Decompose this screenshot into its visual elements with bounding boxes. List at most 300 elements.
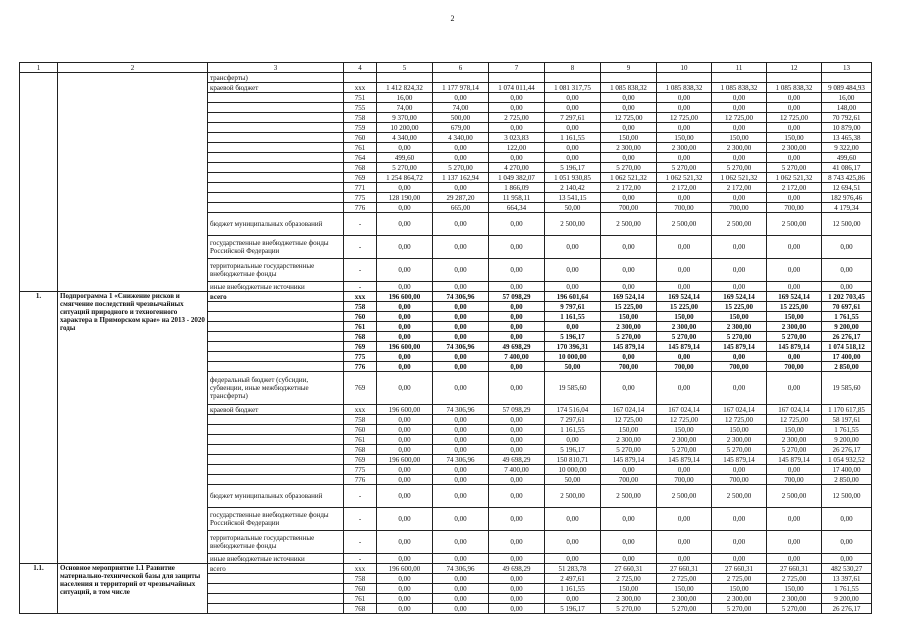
- amount-cell: 2 500,00: [767, 485, 822, 508]
- amount-cell: 0,00: [377, 415, 433, 425]
- amount-cell: 57 098,29: [489, 405, 545, 415]
- col-header: 7: [489, 63, 545, 73]
- amount-cell: 50,00: [545, 362, 601, 372]
- amount-cell: 700,00: [601, 475, 657, 485]
- amount-cell: [712, 73, 767, 83]
- amount-cell: 0,00: [601, 193, 657, 203]
- amount-cell: 0,00: [657, 123, 712, 133]
- budget-code: -: [344, 508, 377, 531]
- amount-cell: 5 270,00: [433, 163, 489, 173]
- table-body: [20, 73, 872, 614]
- funding-source: трансферты): [208, 73, 344, 83]
- amount-cell: 150,00: [767, 133, 822, 143]
- table-row: [20, 292, 872, 302]
- amount-cell: 499,60: [822, 153, 872, 163]
- funding-source: [208, 163, 344, 173]
- budget-code: 761: [344, 435, 377, 445]
- amount-cell: 70 697,61: [822, 302, 872, 312]
- amount-cell: 0,00: [712, 508, 767, 531]
- amount-cell: 0,00: [822, 236, 872, 259]
- amount-cell: 0,00: [489, 445, 545, 455]
- amount-cell: 0,00: [377, 435, 433, 445]
- amount-cell: 2 172,00: [657, 183, 712, 193]
- budget-code: 768: [344, 604, 377, 614]
- amount-cell: 1 049 382,07: [489, 173, 545, 183]
- amount-cell: 0,00: [545, 143, 601, 153]
- amount-cell: 0,00: [601, 531, 657, 554]
- amount-cell: 0,00: [377, 508, 433, 531]
- amount-cell: 0,00: [712, 193, 767, 203]
- budget-code: 768: [344, 163, 377, 173]
- funding-source: бюджет муниципальных образований: [208, 213, 344, 236]
- amount-cell: 1 062 521,32: [657, 173, 712, 183]
- amount-cell: 0,00: [712, 352, 767, 362]
- budget-code: 761: [344, 322, 377, 332]
- amount-cell: 0,00: [433, 415, 489, 425]
- amount-cell: 5 270,00: [657, 445, 712, 455]
- amount-cell: 15 225,00: [712, 302, 767, 312]
- amount-cell: [433, 73, 489, 83]
- amount-cell: 1 085 838,32: [657, 83, 712, 93]
- budget-code: 776: [344, 203, 377, 213]
- amount-cell: 26 276,17: [822, 332, 872, 342]
- amount-cell: 1 062 521,32: [601, 173, 657, 183]
- amount-cell: 0,00: [433, 282, 489, 292]
- amount-cell: 5 270,00: [712, 445, 767, 455]
- amount-cell: 0,00: [377, 574, 433, 584]
- amount-cell: 2 500,00: [601, 213, 657, 236]
- amount-cell: 150,00: [657, 133, 712, 143]
- amount-cell: 74,00: [433, 103, 489, 113]
- amount-cell: 0,00: [822, 282, 872, 292]
- budget-code: 764: [344, 153, 377, 163]
- funding-source: [208, 113, 344, 123]
- amount-cell: 0,00: [377, 352, 433, 362]
- amount-cell: 0,00: [712, 103, 767, 113]
- funding-source: всего: [208, 564, 344, 574]
- amount-cell: 2 300,00: [712, 435, 767, 445]
- amount-cell: 0,00: [433, 372, 489, 405]
- amount-cell: 0,00: [377, 531, 433, 554]
- amount-cell: 0,00: [489, 322, 545, 332]
- amount-cell: 122,00: [489, 143, 545, 153]
- amount-cell: 2 300,00: [767, 435, 822, 445]
- amount-cell: 700,00: [712, 362, 767, 372]
- funding-source: федеральный бюджет (субсидии, субвенции, иные межбюджетные трансферты): [208, 372, 344, 405]
- amount-cell: 0,00: [377, 485, 433, 508]
- amount-cell: 0,00: [377, 425, 433, 435]
- amount-cell: 0,00: [822, 259, 872, 282]
- amount-cell: 0,00: [712, 153, 767, 163]
- funding-source: [208, 173, 344, 183]
- amount-cell: 0,00: [433, 425, 489, 435]
- amount-cell: 196 600,00: [377, 405, 433, 415]
- amount-cell: 0,00: [377, 282, 433, 292]
- amount-cell: 0,00: [545, 594, 601, 604]
- amount-cell: 0,00: [657, 508, 712, 531]
- funding-source: территориальные государственные внебюджетные фонды: [208, 259, 344, 282]
- amount-cell: 50,00: [545, 475, 601, 485]
- amount-cell: 10 000,00: [545, 465, 601, 475]
- amount-cell: 700,00: [657, 362, 712, 372]
- amount-cell: 0,00: [377, 203, 433, 213]
- budget-code: 758: [344, 574, 377, 584]
- amount-cell: 50,00: [545, 203, 601, 213]
- budget-code: 759: [344, 123, 377, 133]
- amount-cell: 0,00: [822, 508, 872, 531]
- funding-source: [208, 435, 344, 445]
- budget-code: 769: [344, 372, 377, 405]
- amount-cell: 0,00: [489, 123, 545, 133]
- amount-cell: 2 300,00: [712, 594, 767, 604]
- amount-cell: 0,00: [545, 554, 601, 564]
- amount-cell: 700,00: [767, 203, 822, 213]
- amount-cell: 5 196,17: [545, 445, 601, 455]
- funding-source: бюджет муниципальных образований: [208, 485, 344, 508]
- amount-cell: 0,00: [433, 435, 489, 445]
- amount-cell: 0,00: [433, 465, 489, 475]
- amount-cell: 2 300,00: [712, 143, 767, 153]
- amount-cell: 1 054 932,52: [822, 455, 872, 465]
- amount-cell: 74 306,96: [433, 292, 489, 302]
- amount-cell: 15 225,00: [657, 302, 712, 312]
- amount-cell: 1 062 521,32: [767, 173, 822, 183]
- funding-source: [208, 362, 344, 372]
- amount-cell: 0,00: [712, 236, 767, 259]
- amount-cell: 700,00: [712, 475, 767, 485]
- amount-cell: 3 023,83: [489, 133, 545, 143]
- amount-cell: 0,00: [433, 302, 489, 312]
- amount-cell: 2 725,00: [657, 574, 712, 584]
- amount-cell: 74 306,96: [433, 405, 489, 415]
- funding-source: [208, 203, 344, 213]
- amount-cell: 150 810,71: [545, 455, 601, 465]
- amount-cell: 150,00: [601, 584, 657, 594]
- amount-cell: 15 225,00: [601, 302, 657, 312]
- amount-cell: 0,00: [657, 259, 712, 282]
- col-header: 3: [208, 63, 344, 73]
- amount-cell: 0,00: [489, 103, 545, 113]
- amount-cell: 2 300,00: [601, 594, 657, 604]
- amount-cell: 12 694,51: [822, 183, 872, 193]
- amount-cell: 4 340,00: [433, 133, 489, 143]
- amount-cell: 145 879,14: [601, 342, 657, 352]
- amount-cell: 1 254 864,72: [377, 173, 433, 183]
- amount-cell: 70 792,61: [822, 113, 872, 123]
- amount-cell: 1 074 518,12: [822, 342, 872, 352]
- funding-source: [208, 332, 344, 342]
- amount-cell: 150,00: [767, 425, 822, 435]
- amount-cell: 0,00: [601, 554, 657, 564]
- amount-cell: 0,00: [489, 332, 545, 342]
- amount-cell: 150,00: [712, 425, 767, 435]
- amount-cell: 679,00: [433, 123, 489, 133]
- amount-cell: 27 660,31: [712, 564, 767, 574]
- amount-cell: 1 051 930,85: [545, 173, 601, 183]
- funding-source: [208, 342, 344, 352]
- amount-cell: 0,00: [712, 123, 767, 133]
- amount-cell: 2 850,00: [822, 362, 872, 372]
- amount-cell: 0,00: [657, 236, 712, 259]
- amount-cell: 2 725,00: [767, 574, 822, 584]
- amount-cell: 0,00: [489, 259, 545, 282]
- amount-cell: 0,00: [489, 153, 545, 163]
- amount-cell: 170 396,31: [545, 342, 601, 352]
- amount-cell: 9 370,00: [377, 113, 433, 123]
- header-row: [20, 63, 872, 73]
- budget-code: 755: [344, 103, 377, 113]
- amount-cell: 0,00: [433, 143, 489, 153]
- amount-cell: 0,00: [767, 508, 822, 531]
- amount-cell: 16,00: [377, 93, 433, 103]
- amount-cell: 1 412 824,32: [377, 83, 433, 93]
- item-number: 1.1.: [20, 564, 58, 614]
- budget-code: [344, 73, 377, 83]
- amount-cell: 7 297,61: [545, 113, 601, 123]
- amount-cell: 49 698,29: [489, 342, 545, 352]
- amount-cell: 0,00: [489, 574, 545, 584]
- funding-source: государственные внебюджетные фонды Российской Федерации: [208, 236, 344, 259]
- amount-cell: 0,00: [545, 236, 601, 259]
- amount-cell: 0,00: [489, 362, 545, 372]
- amount-cell: 0,00: [377, 259, 433, 282]
- amount-cell: 145 879,14: [767, 342, 822, 352]
- amount-cell: 26 276,17: [822, 445, 872, 455]
- amount-cell: 1 085 838,32: [712, 83, 767, 93]
- col-header: 9: [601, 63, 657, 73]
- amount-cell: 1 161,55: [545, 133, 601, 143]
- amount-cell: 499,60: [377, 153, 433, 163]
- amount-cell: 1 761,55: [822, 312, 872, 322]
- amount-cell: [657, 73, 712, 83]
- amount-cell: 26 276,17: [822, 604, 872, 614]
- funding-source: [208, 322, 344, 332]
- amount-cell: 0,00: [767, 465, 822, 475]
- item-name: Подпрограмма 1 «Снижение рисков и смягчение последствий чрезвычайных ситуаций природного и техногенного характера в Приморском крае» на 2013 - 2020 годы: [58, 292, 208, 564]
- amount-cell: 0,00: [712, 372, 767, 405]
- amount-cell: 150,00: [657, 584, 712, 594]
- amount-cell: 0,00: [767, 352, 822, 362]
- amount-cell: 196 600,00: [377, 292, 433, 302]
- table-row: [20, 73, 872, 83]
- funding-source: [208, 352, 344, 362]
- amount-cell: 700,00: [712, 203, 767, 213]
- amount-cell: 2 300,00: [601, 322, 657, 332]
- budget-code: -: [344, 554, 377, 564]
- amount-cell: 0,00: [377, 143, 433, 153]
- amount-cell: 0,00: [489, 282, 545, 292]
- budget-code: -: [344, 531, 377, 554]
- amount-cell: 150,00: [767, 312, 822, 322]
- amount-cell: 0,00: [433, 604, 489, 614]
- table-row: [20, 564, 872, 574]
- budget-code: ххх: [344, 405, 377, 415]
- amount-cell: 5 196,17: [545, 332, 601, 342]
- amount-cell: 2 140,42: [545, 183, 601, 193]
- budget-code: -: [344, 213, 377, 236]
- amount-cell: 0,00: [657, 93, 712, 103]
- funding-source: [208, 193, 344, 203]
- amount-cell: 5 270,00: [377, 163, 433, 173]
- amount-cell: 0,00: [377, 332, 433, 342]
- amount-cell: 169 524,14: [601, 292, 657, 302]
- amount-cell: 196 601,64: [545, 292, 601, 302]
- amount-cell: 1 170 617,85: [822, 405, 872, 415]
- amount-cell: 5 196,17: [545, 163, 601, 173]
- amount-cell: 12 725,00: [601, 415, 657, 425]
- amount-cell: 0,00: [545, 322, 601, 332]
- amount-cell: 0,00: [489, 531, 545, 554]
- amount-cell: 0,00: [489, 312, 545, 322]
- amount-cell: 29 287,20: [433, 193, 489, 203]
- amount-cell: 0,00: [767, 193, 822, 203]
- amount-cell: 4 179,34: [822, 203, 872, 213]
- amount-cell: 2 300,00: [767, 594, 822, 604]
- budget-code: 758: [344, 415, 377, 425]
- amount-cell: 9 089 484,93: [822, 83, 872, 93]
- amount-cell: 0,00: [601, 153, 657, 163]
- amount-cell: 0,00: [601, 236, 657, 259]
- funding-source: [208, 465, 344, 475]
- amount-cell: 167 024,14: [657, 405, 712, 415]
- amount-cell: 0,00: [601, 93, 657, 103]
- amount-cell: 5 270,00: [601, 445, 657, 455]
- amount-cell: 7 400,00: [489, 352, 545, 362]
- amount-cell: 0,00: [767, 372, 822, 405]
- col-header: 13: [822, 63, 872, 73]
- amount-cell: 0,00: [377, 362, 433, 372]
- amount-cell: 0,00: [601, 352, 657, 362]
- budget-code: 775: [344, 193, 377, 203]
- amount-cell: 49 698,29: [489, 564, 545, 574]
- amount-cell: 0,00: [433, 362, 489, 372]
- amount-cell: 12 725,00: [712, 113, 767, 123]
- budget-code: 776: [344, 475, 377, 485]
- amount-cell: 10 200,00: [377, 123, 433, 133]
- amount-cell: 0,00: [712, 465, 767, 475]
- col-header: 6: [433, 63, 489, 73]
- amount-cell: [489, 73, 545, 83]
- amount-cell: 9 797,61: [545, 302, 601, 312]
- col-header: 8: [545, 63, 601, 73]
- col-header: 5: [377, 63, 433, 73]
- amount-cell: 2 725,00: [489, 113, 545, 123]
- amount-cell: 0,00: [767, 554, 822, 564]
- amount-cell: 5 270,00: [657, 163, 712, 173]
- amount-cell: 27 660,31: [657, 564, 712, 574]
- budget-code: 761: [344, 594, 377, 604]
- amount-cell: 13 397,61: [822, 574, 872, 584]
- amount-cell: 0,00: [489, 213, 545, 236]
- amount-cell: 5 270,00: [601, 604, 657, 614]
- funding-source: [208, 475, 344, 485]
- col-header: 1: [20, 63, 58, 73]
- amount-cell: 0,00: [712, 259, 767, 282]
- amount-cell: 5 270,00: [657, 332, 712, 342]
- amount-cell: 150,00: [712, 133, 767, 143]
- funding-source: всего: [208, 292, 344, 302]
- amount-cell: 2 500,00: [657, 213, 712, 236]
- amount-cell: 2 500,00: [545, 213, 601, 236]
- amount-cell: 0,00: [433, 183, 489, 193]
- amount-cell: 1 202 703,45: [822, 292, 872, 302]
- amount-cell: 2 300,00: [767, 322, 822, 332]
- amount-cell: 0,00: [433, 475, 489, 485]
- budget-code: 768: [344, 445, 377, 455]
- amount-cell: 0,00: [767, 282, 822, 292]
- col-header: 2: [58, 63, 208, 73]
- amount-cell: 12 725,00: [767, 113, 822, 123]
- amount-cell: 1 866,09: [489, 183, 545, 193]
- amount-cell: 148,00: [822, 103, 872, 113]
- amount-cell: 5 270,00: [601, 332, 657, 342]
- amount-cell: 2 500,00: [712, 213, 767, 236]
- amount-cell: 2 500,00: [601, 485, 657, 508]
- amount-cell: 664,34: [489, 203, 545, 213]
- amount-cell: 2 725,00: [601, 574, 657, 584]
- amount-cell: 0,00: [601, 508, 657, 531]
- amount-cell: 0,00: [601, 372, 657, 405]
- funding-source: [208, 594, 344, 604]
- amount-cell: 700,00: [767, 475, 822, 485]
- amount-cell: 15 225,00: [767, 302, 822, 312]
- budget-code: 751: [344, 93, 377, 103]
- amount-cell: 0,00: [657, 193, 712, 203]
- amount-cell: 0,00: [767, 531, 822, 554]
- funding-source: [208, 455, 344, 465]
- amount-cell: 0,00: [489, 435, 545, 445]
- amount-cell: 150,00: [657, 425, 712, 435]
- amount-cell: 17 400,00: [822, 465, 872, 475]
- amount-cell: 0,00: [433, 153, 489, 163]
- amount-cell: 0,00: [767, 236, 822, 259]
- amount-cell: 5 270,00: [712, 163, 767, 173]
- amount-cell: 5 270,00: [767, 332, 822, 342]
- amount-cell: 0,00: [712, 554, 767, 564]
- funding-source: [208, 153, 344, 163]
- budget-code: 760: [344, 584, 377, 594]
- amount-cell: 0,00: [545, 508, 601, 531]
- amount-cell: 1 137 162,94: [433, 173, 489, 183]
- amount-cell: 58 197,61: [822, 415, 872, 425]
- amount-cell: 0,00: [657, 465, 712, 475]
- amount-cell: 0,00: [601, 103, 657, 113]
- amount-cell: 0,00: [712, 93, 767, 103]
- amount-cell: 182 976,46: [822, 193, 872, 203]
- funding-source: территориальные государственные внебюджетные фонды: [208, 531, 344, 554]
- amount-cell: 51 283,78: [545, 564, 601, 574]
- amount-cell: 0,00: [433, 508, 489, 531]
- amount-cell: 2 500,00: [545, 485, 601, 508]
- amount-cell: 1 161,55: [545, 425, 601, 435]
- amount-cell: 169 524,14: [712, 292, 767, 302]
- funding-source: [208, 415, 344, 425]
- amount-cell: 0,00: [601, 465, 657, 475]
- amount-cell: 0,00: [489, 236, 545, 259]
- amount-cell: 482 530,27: [822, 564, 872, 574]
- amount-cell: 150,00: [767, 584, 822, 594]
- amount-cell: 700,00: [601, 203, 657, 213]
- amount-cell: 5 196,17: [545, 604, 601, 614]
- budget-code: 775: [344, 465, 377, 475]
- budget-code: 758: [344, 302, 377, 312]
- amount-cell: 700,00: [767, 362, 822, 372]
- amount-cell: 1 085 838,32: [601, 83, 657, 93]
- budget-code: 768: [344, 332, 377, 342]
- amount-cell: 145 879,14: [601, 455, 657, 465]
- amount-cell: 500,00: [433, 113, 489, 123]
- amount-cell: 0,00: [489, 584, 545, 594]
